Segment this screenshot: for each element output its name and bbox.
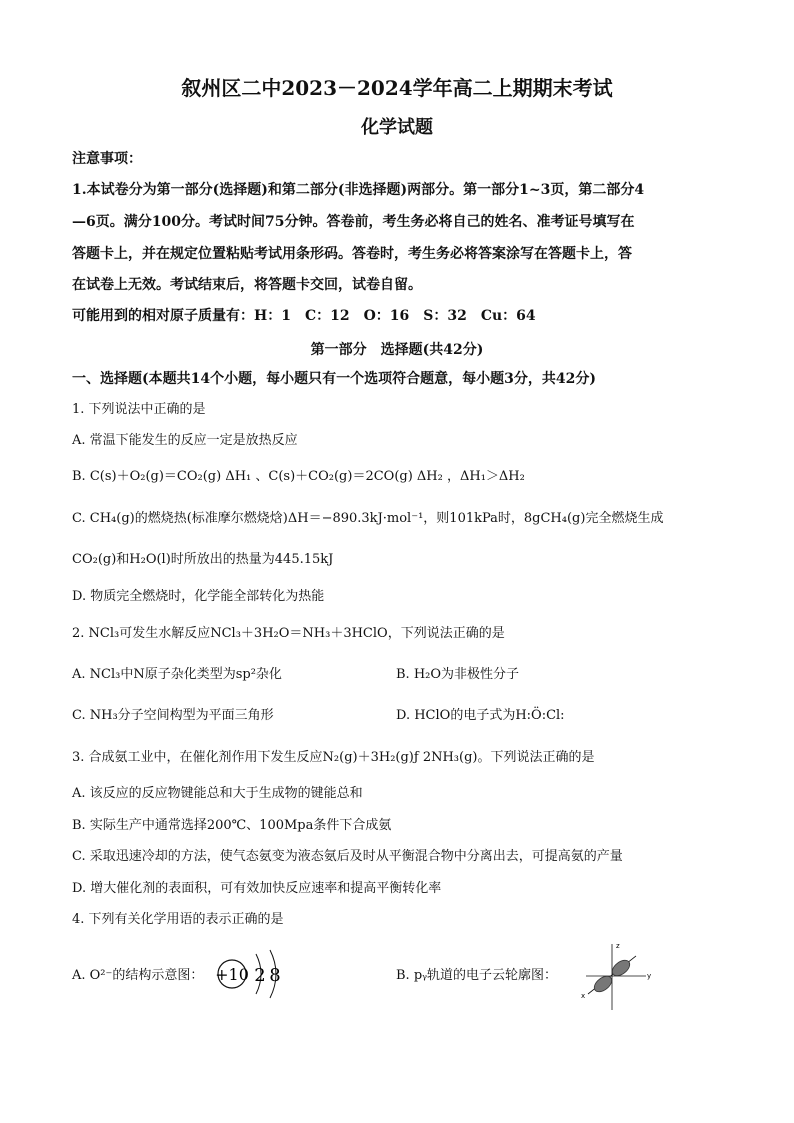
q3-option-b: B. 实际生产中通常选择200℃、100Mpa条件下合成氨 [72, 818, 392, 833]
q4-option-a-label: A. O²⁻的结构示意图： [72, 968, 204, 983]
q1-option-c-line2: CO₂(g)和H₂O(l)时所放出的热量为445.15kJ [72, 552, 334, 567]
shell-2-electrons: 8 [269, 965, 281, 986]
notice-line-1: 1.本试卷分为第一部分(选择题)和第二部分(非选择题)两部分。第一部分1~3页，第二部分4 [72, 182, 645, 198]
q1-option-d: D. 物质完全燃烧时，化学能全部转化为热能 [72, 589, 325, 604]
exam-title: 叙州区二中2023－2024学年高二上期期末考试 [181, 76, 613, 100]
p-orbital-diagram [572, 938, 656, 1014]
notice-line-2: —6页。满分100分。考试时间75分钟。答卷前，考生务必将自己的姓名、准考证号填写在 [72, 214, 635, 230]
q3-option-a: A. 该反应的反应物键能总和大于生成物的键能总和 [72, 786, 363, 801]
notice-line-4: 在试卷上无效。考试结束后，将答题卡交回，试卷自留。 [72, 277, 422, 293]
q1-option-c-line1: C. CH₄(g)的燃烧热(标准摩尔燃烧焓)ΔH＝−890.3kJ·mol⁻¹，则101kPa时，8gCH₄(g)完全燃烧生成 [72, 511, 664, 526]
atomic-structure-diagram [212, 944, 292, 1004]
q2-option-b: B. H₂O为非极性分子 [396, 667, 520, 682]
part1-heading: 第一部分 选择题(共42分) [310, 342, 484, 358]
q1-option-b: B. C(s)＋O₂(g)＝CO₂(g) ΔH₁ 、C(s)＋CO₂(g)＝2CO(g) ΔH₂ ，ΔH₁＞ΔH₂ [72, 469, 525, 484]
q2-option-a: A. NCl₃中N原子杂化类型为sp²杂化 [72, 667, 282, 682]
exam-subtitle: 化学试题 [361, 117, 433, 138]
nucleus-charge: +10 [215, 965, 249, 984]
axis-label-y: y [647, 972, 652, 980]
q1-option-a: A. 常温下能发生的反应一定是放热反应 [72, 433, 298, 448]
notice-heading: 注意事项： [72, 151, 142, 167]
q3-option-c: C. 采取迅速冷却的方法，使气态氨变为液态氨后及时从平衡混合物中分离出去，可提高氨的产量 [72, 849, 623, 864]
q1-stem: 1. 下列说法中正确的是 [72, 402, 206, 417]
q2-option-c: C. NH₃分子空间构型为平面三角形 [72, 708, 274, 723]
atomic-mass-line: 可能用到的相对原子质量有：H：1 C：12 O：16 S：32 Cu：64 [72, 308, 536, 324]
shell-1-electrons: 2 [254, 965, 266, 986]
q2-stem: 2. NCl₃可发生水解反应NCl₃＋3H₂O＝NH₃＋3HClO，下列说法正确的是 [72, 626, 505, 641]
q2-option-d: D. HClO的电子式为H:Ö:Cl: [396, 708, 565, 723]
notice-line-3: 答题卡上，并在规定位置粘贴考试用条形码。答卷时，考生务必将答案涂写在答题卡上，答 [72, 246, 632, 262]
section-heading: 一、选择题(本题共14个小题，每小题只有一个选项符合题意，每小题3分，共42分) [72, 371, 596, 387]
axis-label-x: x [581, 992, 586, 1000]
axis-label-z: z [616, 942, 620, 950]
q3-stem: 3. 合成氨工业中，在催化剂作用下发生反应N₂(g)＋3H₂(g)ƒ 2NH₃(g)。下列说法正确的是 [72, 750, 595, 765]
q4-option-b-label: B. pᵧ轨道的电子云轮廓图： [396, 968, 558, 983]
q3-option-d: D. 增大催化剂的表面积，可有效加快反应速率和提高平衡转化率 [72, 881, 442, 896]
q4-stem: 4. 下列有关化学用语的表示正确的是 [72, 912, 284, 927]
